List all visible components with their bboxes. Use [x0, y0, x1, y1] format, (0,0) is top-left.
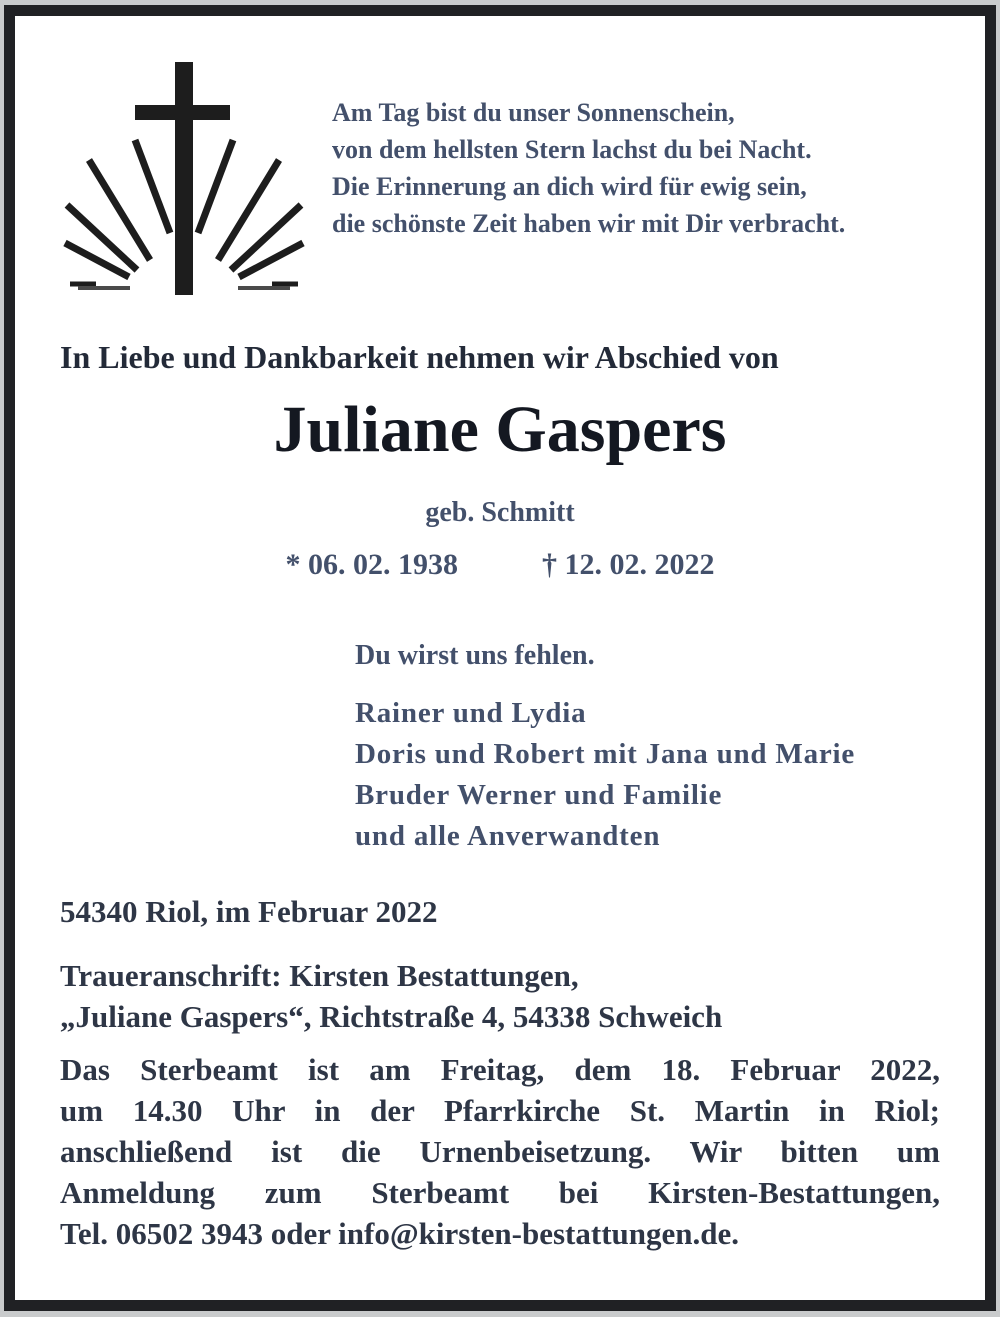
memorial-poem	[332, 94, 845, 242]
cross-vertical-bar	[175, 62, 193, 295]
ceremony-paragraph	[60, 1049, 940, 1254]
farewell-sentence: Du wirst uns fehlen.	[355, 640, 595, 671]
condolence-line: „Juliane Gaspers“, Richtstraße 4, 54338 Schweich	[60, 999, 723, 1034]
cross-rays-icon	[57, 57, 307, 302]
cross-horizontal-bar	[135, 105, 230, 120]
ceremony-line: um 14.30 Uhr in der Pfarrkirche St. Martin in Riol;	[60, 1093, 940, 1128]
condolence-line: Traueranschrift: Kirsten Bestattungen,	[60, 958, 579, 993]
death-date: † 12. 02. 2022	[542, 548, 715, 581]
mourner-line: Bruder Werner und Familie	[355, 779, 723, 811]
mourners-list	[355, 693, 855, 857]
poem-line: von dem hellsten Stern lachst du bei Nacht.	[332, 135, 812, 164]
poem-line: die schönste Zeit haben wir mit Dir verbracht.	[332, 209, 846, 238]
ceremony-line: Anmeldung zum Sterbeamt bei Kirsten-Bestattungen,	[60, 1175, 940, 1210]
ceremony-line: Das Sterbeamt ist am Freitag, dem 18. Februar 2022,	[60, 1052, 940, 1087]
place-and-date-line	[60, 893, 437, 931]
ceremony-line: anschließend ist die Urnenbeisetzung. Wir bitten um	[60, 1134, 940, 1169]
ceremony-line: Tel. 06502 3943 oder info@kirsten-bestattungen.de.	[60, 1216, 740, 1251]
mourner-line: Doris und Robert mit Jana und Marie	[355, 738, 856, 770]
poem-line: Die Erinnerung an dich wird für ewig sein,	[332, 172, 807, 201]
deceased-name: Juliane Gaspers	[273, 393, 727, 466]
poem-line: Am Tag bist du unser Sonnenschein,	[332, 98, 735, 127]
birth-date: * 06. 02. 1938	[285, 548, 458, 581]
mourner-line: und alle Anverwandten	[355, 820, 661, 852]
condolence-address	[60, 955, 722, 1037]
maiden-name: geb. Schmitt	[425, 497, 575, 528]
life-dates	[0, 546, 1000, 584]
date-suffix: , im Februar 2022	[200, 894, 438, 929]
farewell-intro-line: In Liebe und Dankbarkeit nehmen wir Abschied von	[60, 339, 779, 375]
mourner-line: Rainer und Lydia	[355, 697, 587, 729]
postal-place: 54340 Riol	[60, 894, 201, 929]
